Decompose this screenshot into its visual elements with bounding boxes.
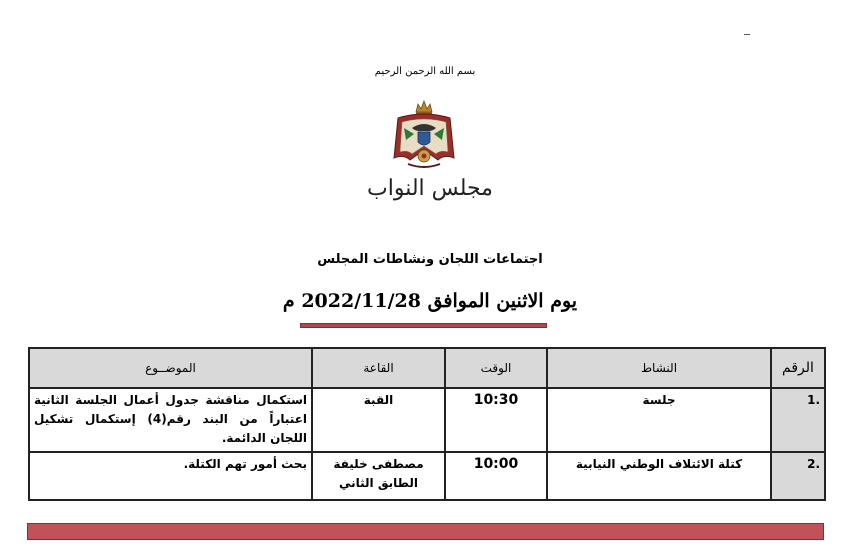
title-underline-bar [300, 323, 547, 328]
cell-number: .2 [771, 452, 825, 500]
logo-text-label: مجلس النواب [367, 176, 493, 201]
footer-decorative-bar [27, 523, 824, 540]
cell-subject: بحث أمور تهم الكتلة. [29, 452, 312, 500]
header-subject: الموضــوع [29, 348, 312, 388]
cell-number: .1 [771, 388, 825, 452]
cell-subject: استكمال مناقشة جدول أعمال الجلسة الثانية اعتباراً من البند رقم(4) إستكمال تشكيل اللجان الدائمة. [29, 388, 312, 452]
schedule-table [28, 347, 826, 501]
table-row [29, 388, 825, 452]
basmala: بسم الله الرحمن الرحيم [374, 66, 476, 77]
parliament-logo-text [360, 168, 500, 208]
cell-hall: مصطفى خليفة الطابق الثاني [312, 452, 445, 500]
header-time: الوقت [445, 348, 547, 388]
coat-of-arms-emblem [388, 98, 460, 172]
cell-activity: كتلة الائتلاف الوطني النيابية [547, 452, 771, 500]
page-heading: اجتماعات اللجان ونشاطات المجلس [317, 252, 543, 267]
stray-mark [744, 34, 750, 35]
header-hall: القاعة [312, 348, 445, 388]
page-date-title: يوم الاثنين الموافق 2022/11/28 م [282, 290, 578, 312]
table-header-row [29, 348, 825, 388]
cell-hall: القبة [312, 388, 445, 452]
header-number: الرقم [771, 348, 825, 388]
cell-activity: جلسة [547, 388, 771, 452]
header-activity: النشاط [547, 348, 771, 388]
cell-time: 10:30 [445, 388, 547, 452]
cell-time: 10:00 [445, 452, 547, 500]
table-row [29, 452, 825, 500]
